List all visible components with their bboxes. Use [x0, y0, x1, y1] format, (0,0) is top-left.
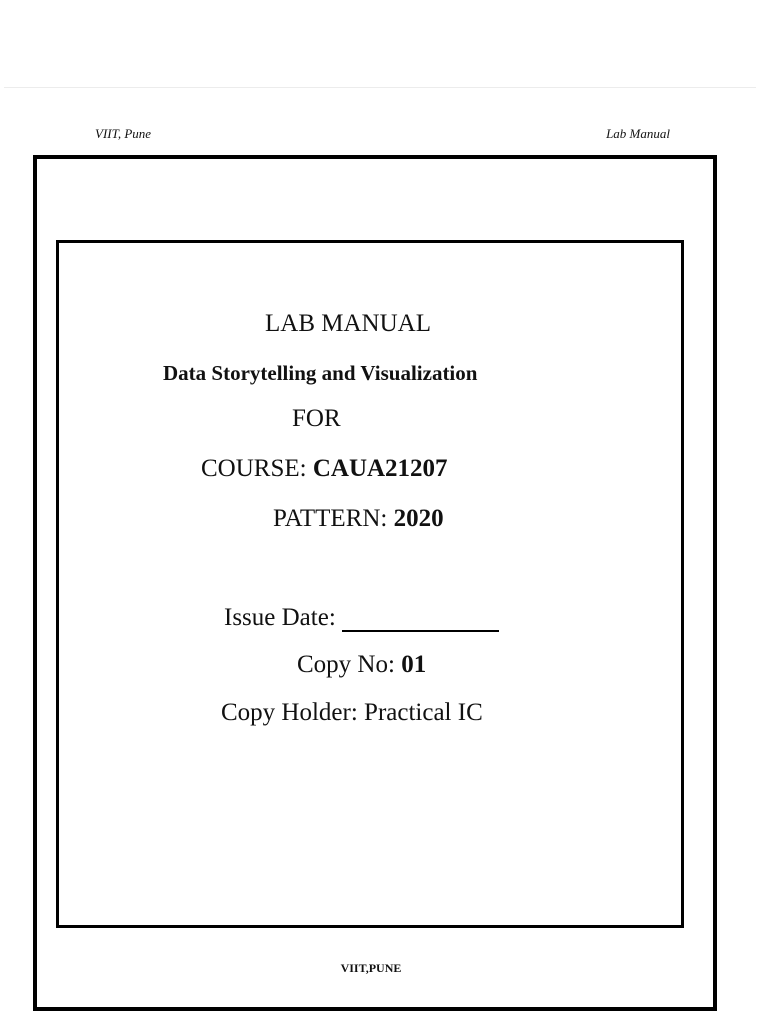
running-header-institute: VIIT, Pune: [95, 126, 152, 141]
copy-number-line: [297, 651, 426, 679]
course-line: [201, 455, 448, 483]
pattern-value: 2020: [393, 505, 444, 532]
issue-date-label: Issue Date:: [224, 604, 336, 631]
subject-title: Data Storytelling and Visualization: [163, 361, 478, 385]
issue-date-blank-field: [342, 608, 499, 632]
for-label: FOR: [292, 405, 341, 432]
pattern-line: [273, 505, 444, 533]
copy-number-value: 01: [401, 651, 427, 678]
running-header-document-type: Lab Manual: [606, 126, 670, 141]
issue-date-line: [224, 604, 499, 632]
footer-institute: VIIT,PUNE: [340, 961, 402, 975]
inner-title-border: [56, 240, 684, 928]
course-label: COURSE:: [201, 455, 307, 482]
page-top-divider: [4, 87, 756, 88]
pattern-label: PATTERN:: [273, 505, 388, 532]
course-code: CAUA21207: [312, 455, 448, 482]
copy-number-label: Copy No:: [297, 651, 395, 678]
copy-holder-line: Copy Holder: Practical IC: [221, 699, 483, 726]
manual-title: LAB MANUAL: [265, 310, 431, 337]
